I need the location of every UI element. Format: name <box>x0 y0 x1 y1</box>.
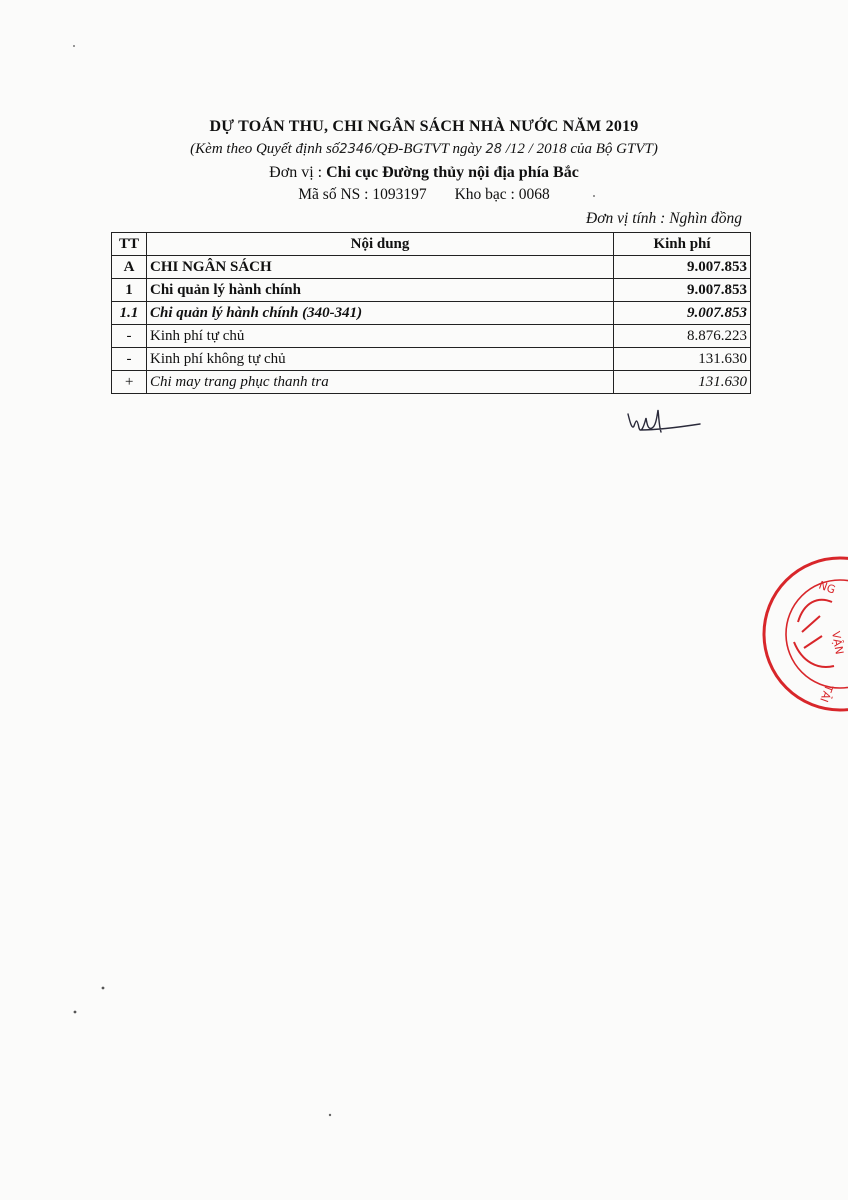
row-amount: 131.630 <box>614 371 751 394</box>
row-amount: 9.007.853 <box>614 279 751 302</box>
table-row <box>112 325 751 348</box>
row-tt: 1 <box>112 279 147 302</box>
table-row <box>112 302 751 325</box>
treasury-code: Kho bạc : 0068 <box>454 186 550 203</box>
table-row <box>112 371 751 394</box>
budget-code: Mã số NS : 1093197 <box>298 186 427 203</box>
unit-name: Chi cục Đường thủy nội địa phía Bắc <box>326 164 579 181</box>
row-amount: 9.007.853 <box>614 256 751 279</box>
table-header-row <box>112 233 751 256</box>
row-amount: 8.876.223 <box>614 325 751 348</box>
decision-day: 28 <box>485 142 502 157</box>
budget-table <box>111 232 751 394</box>
svg-text:TẢI: TẢI <box>817 682 836 704</box>
official-seal <box>758 552 848 717</box>
row-content: Kinh phí không tự chủ <box>147 348 614 371</box>
row-content: Chi may trang phục thanh tra <box>147 371 614 394</box>
code-line <box>0 186 848 204</box>
unit-line <box>0 164 848 182</box>
row-tt: - <box>112 325 147 348</box>
row-tt: 1.1 <box>112 302 147 325</box>
header-content: Nội dung <box>147 233 614 256</box>
subtitle-middle: /QĐ-BGTVT ngày <box>372 141 482 157</box>
document-title: DỰ TOÁN THU, CHI NGÂN SÁCH NHÀ NƯỚC NĂM 2019 <box>209 118 639 135</box>
row-content: Chi quản lý hành chính <box>147 279 614 302</box>
money-unit: Đơn vị tính : Nghìn đồng <box>586 210 742 227</box>
row-amount: 9.007.853 <box>614 302 751 325</box>
header-amount: Kinh phí <box>614 233 751 256</box>
row-content: Kinh phí tự chủ <box>147 325 614 348</box>
row-content: Chi quản lý hành chính (340-341) <box>147 302 614 325</box>
svg-text:VẬN: VẬN <box>829 630 846 656</box>
decision-number: 2346 <box>339 142 373 157</box>
svg-text:NG: NG <box>816 578 838 597</box>
handwritten-signature <box>624 404 704 444</box>
subtitle-prefix: (Kèm theo Quyết định số <box>190 141 340 157</box>
row-content: CHI NGÂN SÁCH <box>147 256 614 279</box>
document-subtitle <box>0 141 848 158</box>
row-amount: 131.630 <box>614 348 751 371</box>
row-tt: - <box>112 348 147 371</box>
unit-label: Đơn vị : <box>269 164 327 181</box>
table-row <box>112 256 751 279</box>
row-tt: + <box>112 371 147 394</box>
header-tt: TT <box>112 233 147 256</box>
table-row <box>112 348 751 371</box>
row-tt: A <box>112 256 147 279</box>
table-row <box>112 279 751 302</box>
subtitle-suffix: /12 / 2018 của Bộ GTVT) <box>502 141 658 157</box>
